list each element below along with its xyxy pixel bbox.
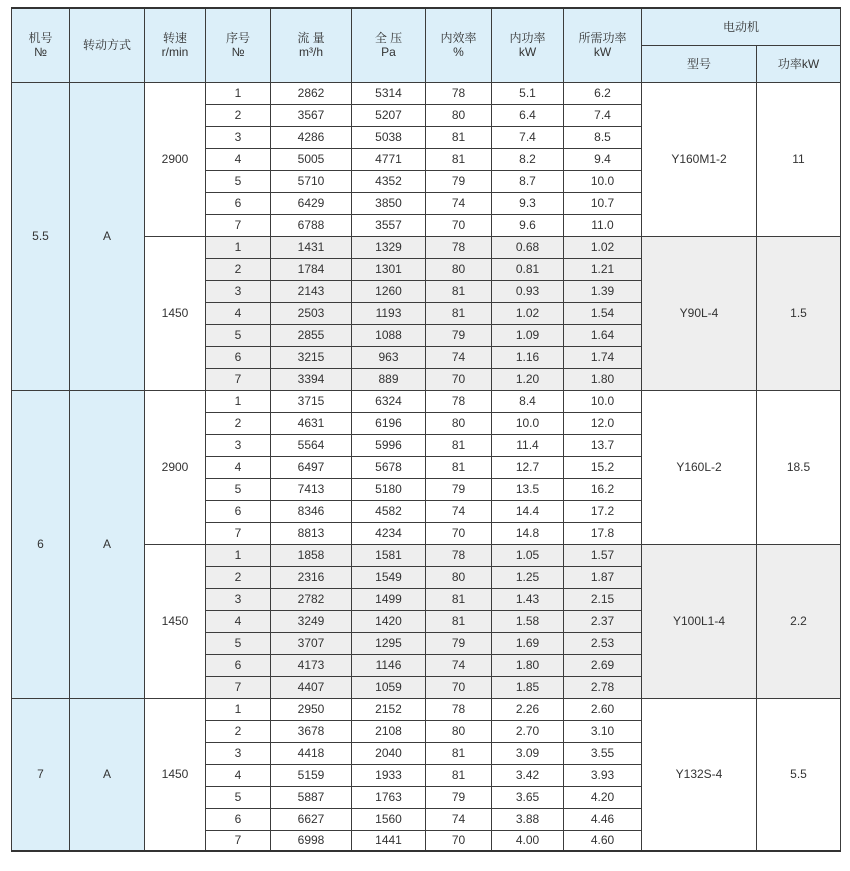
efficiency-cell: 81	[426, 148, 492, 170]
required-power-cell: 3.93	[564, 764, 642, 786]
flow-cell: 5564	[271, 434, 352, 456]
inner-power-cell: 1.02	[492, 302, 564, 324]
flow-cell: 4286	[271, 126, 352, 148]
inner-power-cell: 8.7	[492, 170, 564, 192]
required-power-cell: 1.74	[564, 346, 642, 368]
header-inner-power-label: 内功率	[509, 31, 546, 46]
seq-cell: 6	[206, 808, 271, 830]
required-power-cell: 13.7	[564, 434, 642, 456]
efficiency-cell: 80	[426, 104, 492, 126]
seq-cell: 1	[206, 698, 271, 720]
inner-power-cell: 1.25	[492, 566, 564, 588]
flow-cell: 8813	[271, 522, 352, 544]
efficiency-cell: 80	[426, 566, 492, 588]
efficiency-cell: 81	[426, 302, 492, 324]
machine-no-cell: 7	[12, 698, 70, 851]
required-power-cell: 3.10	[564, 720, 642, 742]
inner-power-cell: 14.8	[492, 522, 564, 544]
seq-cell: 3	[206, 126, 271, 148]
required-power-cell: 16.2	[564, 478, 642, 500]
efficiency-cell: 79	[426, 632, 492, 654]
pressure-cell: 5314	[352, 82, 426, 104]
motor-power-cell: 18.5	[757, 390, 841, 544]
inner-power-cell: 8.4	[492, 390, 564, 412]
inner-power-cell: 4.00	[492, 830, 564, 851]
drive-cell: A	[70, 698, 145, 851]
efficiency-cell: 79	[426, 478, 492, 500]
seq-cell: 4	[206, 610, 271, 632]
header-efficiency-label: 内效率	[440, 31, 477, 46]
header-pressure-unit: Pa	[381, 45, 396, 60]
motor-model-cell: Y100L1-4	[642, 544, 757, 698]
inner-power-cell: 1.43	[492, 588, 564, 610]
required-power-cell: 1.64	[564, 324, 642, 346]
pressure-cell: 1329	[352, 236, 426, 258]
flow-cell: 6788	[271, 214, 352, 236]
inner-power-cell: 1.16	[492, 346, 564, 368]
inner-power-cell: 11.4	[492, 434, 564, 456]
pressure-cell: 4771	[352, 148, 426, 170]
required-power-cell: 1.21	[564, 258, 642, 280]
seq-cell: 1	[206, 82, 271, 104]
motor-power-cell: 5.5	[757, 698, 841, 851]
flow-cell: 2855	[271, 324, 352, 346]
pressure-cell: 2152	[352, 698, 426, 720]
efficiency-cell: 80	[426, 720, 492, 742]
efficiency-cell: 70	[426, 368, 492, 390]
seq-cell: 6	[206, 192, 271, 214]
required-power-cell: 2.37	[564, 610, 642, 632]
pressure-cell: 1420	[352, 610, 426, 632]
pressure-cell: 963	[352, 346, 426, 368]
header-required-power	[564, 8, 642, 82]
header-seq	[206, 8, 271, 82]
header-efficiency	[426, 8, 492, 82]
efficiency-cell: 81	[426, 280, 492, 302]
header-flow-unit: m³/h	[299, 45, 323, 60]
inner-power-cell: 6.4	[492, 104, 564, 126]
inner-power-cell: 3.88	[492, 808, 564, 830]
header-motor-model: 型号	[642, 45, 757, 82]
speed-cell: 1450	[145, 236, 206, 390]
efficiency-cell: 78	[426, 698, 492, 720]
table-body	[12, 82, 841, 851]
table-row	[12, 698, 841, 720]
required-power-cell: 6.2	[564, 82, 642, 104]
pressure-cell: 1193	[352, 302, 426, 324]
inner-power-cell: 3.09	[492, 742, 564, 764]
header-pressure-label: 全 压	[374, 31, 403, 46]
seq-cell: 2	[206, 720, 271, 742]
header-machine-no	[12, 8, 70, 82]
drive-cell: A	[70, 82, 145, 390]
inner-power-cell: 10.0	[492, 412, 564, 434]
flow-cell: 3567	[271, 104, 352, 126]
efficiency-cell: 81	[426, 588, 492, 610]
flow-cell: 1858	[271, 544, 352, 566]
pressure-cell: 1295	[352, 632, 426, 654]
drive-cell: A	[70, 390, 145, 698]
pressure-cell: 1499	[352, 588, 426, 610]
seq-cell: 7	[206, 830, 271, 851]
header-drive: 转动方式	[70, 8, 145, 82]
pressure-cell: 1059	[352, 676, 426, 698]
efficiency-cell: 81	[426, 610, 492, 632]
inner-power-cell: 14.4	[492, 500, 564, 522]
seq-cell: 2	[206, 104, 271, 126]
inner-power-cell: 2.26	[492, 698, 564, 720]
required-power-cell: 7.4	[564, 104, 642, 126]
inner-power-cell: 0.93	[492, 280, 564, 302]
motor-model-cell: Y160M1-2	[642, 82, 757, 236]
table-header	[12, 8, 841, 82]
pressure-cell: 5180	[352, 478, 426, 500]
required-power-cell: 2.69	[564, 654, 642, 676]
required-power-cell: 4.46	[564, 808, 642, 830]
header-required-power-unit: kW	[593, 45, 612, 60]
required-power-cell: 10.0	[564, 170, 642, 192]
efficiency-cell: 74	[426, 192, 492, 214]
pressure-cell: 5207	[352, 104, 426, 126]
flow-cell: 2862	[271, 82, 352, 104]
pressure-cell: 1933	[352, 764, 426, 786]
pressure-cell: 5038	[352, 126, 426, 148]
efficiency-cell: 78	[426, 236, 492, 258]
required-power-cell: 1.57	[564, 544, 642, 566]
seq-cell: 4	[206, 148, 271, 170]
seq-cell: 2	[206, 258, 271, 280]
pressure-cell: 1763	[352, 786, 426, 808]
flow-cell: 6998	[271, 830, 352, 851]
header-efficiency-unit: %	[453, 45, 464, 60]
pressure-cell: 4352	[352, 170, 426, 192]
efficiency-cell: 79	[426, 324, 492, 346]
inner-power-cell: 1.09	[492, 324, 564, 346]
inner-power-cell: 1.05	[492, 544, 564, 566]
pressure-cell: 1581	[352, 544, 426, 566]
flow-cell: 6627	[271, 808, 352, 830]
flow-cell: 2316	[271, 566, 352, 588]
inner-power-cell: 1.69	[492, 632, 564, 654]
seq-cell: 5	[206, 324, 271, 346]
required-power-cell: 1.02	[564, 236, 642, 258]
flow-cell: 2782	[271, 588, 352, 610]
seq-cell: 5	[206, 478, 271, 500]
seq-cell: 1	[206, 390, 271, 412]
table-row	[12, 82, 841, 104]
pressure-cell: 1146	[352, 654, 426, 676]
flow-cell: 2950	[271, 698, 352, 720]
seq-cell: 4	[206, 764, 271, 786]
efficiency-cell: 78	[426, 390, 492, 412]
required-power-cell: 10.7	[564, 192, 642, 214]
pressure-cell: 6196	[352, 412, 426, 434]
seq-cell: 4	[206, 456, 271, 478]
efficiency-cell: 79	[426, 170, 492, 192]
seq-cell: 7	[206, 522, 271, 544]
seq-cell: 6	[206, 346, 271, 368]
seq-cell: 5	[206, 786, 271, 808]
flow-cell: 2143	[271, 280, 352, 302]
efficiency-cell: 81	[426, 126, 492, 148]
speed-cell: 2900	[145, 390, 206, 544]
pressure-cell: 1549	[352, 566, 426, 588]
required-power-cell: 2.15	[564, 588, 642, 610]
efficiency-cell: 79	[426, 786, 492, 808]
pressure-cell: 4582	[352, 500, 426, 522]
seq-cell: 7	[206, 676, 271, 698]
inner-power-cell: 2.70	[492, 720, 564, 742]
seq-cell: 1	[206, 544, 271, 566]
inner-power-cell: 8.2	[492, 148, 564, 170]
flow-cell: 5159	[271, 764, 352, 786]
efficiency-cell: 80	[426, 412, 492, 434]
required-power-cell: 1.39	[564, 280, 642, 302]
flow-cell: 3394	[271, 368, 352, 390]
seq-cell: 7	[206, 214, 271, 236]
seq-cell: 3	[206, 742, 271, 764]
inner-power-cell: 9.3	[492, 192, 564, 214]
required-power-cell: 11.0	[564, 214, 642, 236]
motor-model-cell: Y160L-2	[642, 390, 757, 544]
performance-table	[11, 7, 841, 852]
inner-power-cell: 1.58	[492, 610, 564, 632]
flow-cell: 6497	[271, 456, 352, 478]
required-power-cell: 1.54	[564, 302, 642, 324]
seq-cell: 7	[206, 368, 271, 390]
inner-power-cell: 7.4	[492, 126, 564, 148]
pressure-cell: 2040	[352, 742, 426, 764]
efficiency-cell: 81	[426, 434, 492, 456]
pressure-cell: 1441	[352, 830, 426, 851]
inner-power-cell: 1.20	[492, 368, 564, 390]
flow-cell: 2503	[271, 302, 352, 324]
header-motor-power: 功率kW	[757, 45, 841, 82]
required-power-cell: 8.5	[564, 126, 642, 148]
pressure-cell: 4234	[352, 522, 426, 544]
flow-cell: 4173	[271, 654, 352, 676]
header-machine-no-label: 机号	[28, 31, 53, 46]
required-power-cell: 9.4	[564, 148, 642, 170]
speed-cell: 1450	[145, 544, 206, 698]
inner-power-cell: 9.6	[492, 214, 564, 236]
header-required-power-label: 所需功率	[578, 31, 627, 46]
pressure-cell: 1260	[352, 280, 426, 302]
seq-cell: 5	[206, 170, 271, 192]
efficiency-cell: 81	[426, 764, 492, 786]
efficiency-cell: 74	[426, 500, 492, 522]
header-machine-no-unit: №	[34, 45, 47, 60]
efficiency-cell: 74	[426, 346, 492, 368]
efficiency-cell: 74	[426, 808, 492, 830]
motor-model-cell: Y132S-4	[642, 698, 757, 851]
machine-no-cell: 6	[12, 390, 70, 698]
seq-cell: 1	[206, 236, 271, 258]
flow-cell: 3707	[271, 632, 352, 654]
efficiency-cell: 81	[426, 456, 492, 478]
flow-cell: 8346	[271, 500, 352, 522]
pressure-cell: 889	[352, 368, 426, 390]
machine-no-cell: 5.5	[12, 82, 70, 390]
inner-power-cell: 12.7	[492, 456, 564, 478]
inner-power-cell: 1.80	[492, 654, 564, 676]
pressure-cell: 3557	[352, 214, 426, 236]
header-seq-label: 序号	[225, 31, 250, 46]
flow-cell: 1431	[271, 236, 352, 258]
seq-cell: 5	[206, 632, 271, 654]
inner-power-cell: 3.42	[492, 764, 564, 786]
pressure-cell: 1301	[352, 258, 426, 280]
motor-power-cell: 2.2	[757, 544, 841, 698]
required-power-cell: 17.2	[564, 500, 642, 522]
required-power-cell: 15.2	[564, 456, 642, 478]
efficiency-cell: 80	[426, 258, 492, 280]
required-power-cell: 3.55	[564, 742, 642, 764]
pressure-cell: 1560	[352, 808, 426, 830]
header-pressure	[352, 8, 426, 82]
seq-cell: 3	[206, 434, 271, 456]
efficiency-cell: 70	[426, 676, 492, 698]
flow-cell: 1784	[271, 258, 352, 280]
header-speed-unit: r/min	[161, 45, 189, 60]
required-power-cell: 2.60	[564, 698, 642, 720]
header-seq-unit: №	[231, 45, 245, 60]
pressure-cell: 6324	[352, 390, 426, 412]
speed-cell: 2900	[145, 82, 206, 236]
pressure-cell: 1088	[352, 324, 426, 346]
header-speed	[145, 8, 206, 82]
flow-cell: 3678	[271, 720, 352, 742]
efficiency-cell: 70	[426, 214, 492, 236]
seq-cell: 6	[206, 500, 271, 522]
required-power-cell: 2.53	[564, 632, 642, 654]
pressure-cell: 2108	[352, 720, 426, 742]
header-motor: 电动机	[642, 8, 841, 45]
inner-power-cell: 5.1	[492, 82, 564, 104]
pressure-cell: 5996	[352, 434, 426, 456]
required-power-cell: 1.87	[564, 566, 642, 588]
flow-cell: 4418	[271, 742, 352, 764]
required-power-cell: 2.78	[564, 676, 642, 698]
flow-cell: 5710	[271, 170, 352, 192]
flow-cell: 5887	[271, 786, 352, 808]
efficiency-cell: 78	[426, 544, 492, 566]
seq-cell: 3	[206, 280, 271, 302]
fan-spec-sheet	[11, 7, 841, 852]
inner-power-cell: 0.81	[492, 258, 564, 280]
efficiency-cell: 81	[426, 742, 492, 764]
flow-cell: 3215	[271, 346, 352, 368]
flow-cell: 4631	[271, 412, 352, 434]
flow-cell: 7413	[271, 478, 352, 500]
flow-cell: 6429	[271, 192, 352, 214]
flow-cell: 3715	[271, 390, 352, 412]
required-power-cell: 1.80	[564, 368, 642, 390]
efficiency-cell: 70	[426, 830, 492, 851]
pressure-cell: 5678	[352, 456, 426, 478]
header-inner-power-unit: kW	[518, 45, 537, 60]
seq-cell: 2	[206, 412, 271, 434]
inner-power-cell: 1.85	[492, 676, 564, 698]
motor-model-cell: Y90L-4	[642, 236, 757, 390]
required-power-cell: 12.0	[564, 412, 642, 434]
header-flow-label: 流 量	[297, 31, 325, 46]
motor-power-cell: 11	[757, 82, 841, 236]
header-inner-power	[492, 8, 564, 82]
seq-cell: 3	[206, 588, 271, 610]
header-flow	[271, 8, 352, 82]
efficiency-cell: 78	[426, 82, 492, 104]
table-row	[12, 390, 841, 412]
required-power-cell: 4.20	[564, 786, 642, 808]
speed-cell: 1450	[145, 698, 206, 851]
efficiency-cell: 74	[426, 654, 492, 676]
flow-cell: 3249	[271, 610, 352, 632]
header-speed-label: 转速	[162, 31, 187, 46]
inner-power-cell: 0.68	[492, 236, 564, 258]
inner-power-cell: 13.5	[492, 478, 564, 500]
required-power-cell: 10.0	[564, 390, 642, 412]
efficiency-cell: 70	[426, 522, 492, 544]
pressure-cell: 3850	[352, 192, 426, 214]
seq-cell: 4	[206, 302, 271, 324]
motor-power-cell: 1.5	[757, 236, 841, 390]
inner-power-cell: 3.65	[492, 786, 564, 808]
flow-cell: 4407	[271, 676, 352, 698]
seq-cell: 2	[206, 566, 271, 588]
required-power-cell: 4.60	[564, 830, 642, 851]
required-power-cell: 17.8	[564, 522, 642, 544]
flow-cell: 5005	[271, 148, 352, 170]
seq-cell: 6	[206, 654, 271, 676]
